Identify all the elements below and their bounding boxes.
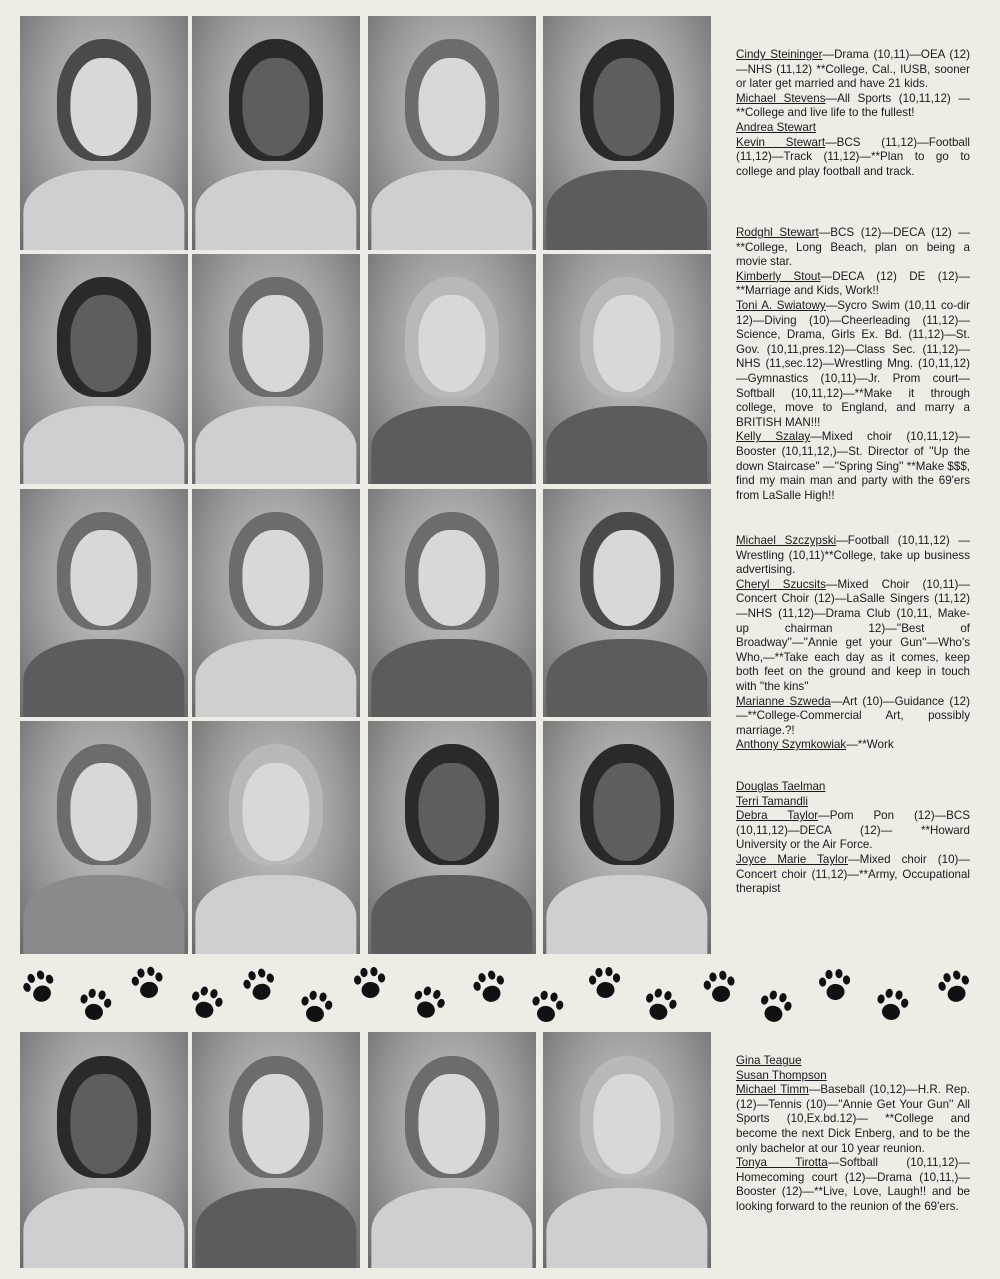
caption-entry [736, 430, 970, 503]
student-activities: —All Sports (10,11,12) —**College and live life to the fullest! [736, 91, 971, 120]
caption-entry [736, 1156, 970, 1214]
paw-print-icon [636, 982, 685, 1031]
caption-entry [736, 299, 970, 430]
student-name: Tonya Tirotta [736, 1156, 828, 1170]
student-name: Kelly Szalay [736, 430, 811, 444]
student-portrait [543, 489, 711, 717]
student-name: Gina Teague [736, 1054, 802, 1067]
student-portrait [543, 16, 711, 250]
caption-entry [736, 534, 970, 578]
student-portrait [543, 254, 711, 484]
caption-entry [736, 738, 970, 753]
paw-print-icon [348, 962, 391, 1005]
student-activities: —BCS (11,12)—Football (11,12)—Track (11,12)—**Plan to go to college and play football and track. [736, 135, 970, 178]
student-name: Michael Timm [736, 1083, 809, 1097]
student-portrait [192, 16, 360, 250]
caption-block-3 [736, 534, 970, 753]
student-portrait [20, 721, 188, 954]
student-portrait [20, 254, 188, 484]
student-portrait [20, 16, 188, 250]
caption-entry [736, 695, 970, 739]
paw-print-icon [931, 964, 980, 1013]
student-portrait [192, 254, 360, 484]
student-portrait [192, 489, 360, 717]
caption-block-4 [736, 780, 970, 897]
student-activities: —Pom Pon (12)—BCS (10,11,12)—DECA (12)— **Howard University or the Air Force. [736, 809, 970, 852]
student-activities: —Baseball (10,12)—H.R. Rep. (12)—Tennis (10)—''Annie Get Your Gun'' All Sports (10,Ex.bd.12)— **College and become the next Dick Enberg, and to be the only bachelor at our 10 year reunion. [736, 1083, 970, 1155]
paw-print-icon [869, 983, 915, 1029]
paw-print-icon [583, 962, 626, 1005]
student-portrait [543, 721, 711, 954]
student-name: Toni A. Swiatowy [736, 298, 826, 312]
paw-print-icon [402, 978, 453, 1029]
paw-print-icon [236, 962, 285, 1011]
student-name: Kevin Stewart [736, 135, 826, 149]
student-name: Terri Tamandli [736, 794, 808, 808]
student-portrait [20, 489, 188, 717]
paw-print-icon [466, 964, 515, 1013]
caption-entry [736, 795, 970, 810]
paw-print-icon [751, 984, 800, 1033]
paw-print-icon [524, 985, 570, 1031]
student-name: Anthony Szymkowiak [736, 738, 847, 752]
student-portrait [192, 721, 360, 954]
caption-entry [736, 578, 970, 695]
student-activities: —Football (10,11,12) —Wrestling (10,11)**College, take up business advertising. [736, 534, 970, 577]
student-portrait [20, 1032, 188, 1268]
student-name: Kimberly Stout [736, 269, 821, 283]
paw-print-icon [14, 962, 65, 1013]
student-portrait [543, 1032, 711, 1268]
caption-entry [736, 1054, 970, 1069]
caption-block-1 [736, 48, 970, 179]
caption-entry [736, 136, 970, 180]
student-name: Susan Thompson [736, 1068, 827, 1082]
student-activities: —Mixed choir (10,11,12)—Booster (10,11,12,)—St. Director of ''Up the down Staircase'' —''Spring Sing'' **Make $$$, find my main man and party with the 69'ers from LaSalle High!! [736, 430, 970, 502]
student-portrait [368, 1032, 536, 1268]
student-name: Debra Taylor [736, 809, 819, 823]
paw-print-icon [72, 983, 118, 1029]
student-name: Cheryl Szucsits [736, 577, 826, 591]
caption-entry [736, 48, 970, 92]
student-portrait [368, 254, 536, 484]
student-activities: —**Work [846, 738, 894, 752]
student-portrait [368, 489, 536, 717]
student-activities: —DECA (12) DE (12)— **Marriage and Kids, Work!! [736, 269, 971, 298]
student-name: Joyce Marie Taylor [736, 852, 849, 866]
student-name: Douglas Taelman [736, 780, 826, 793]
caption-entry [736, 1083, 970, 1156]
caption-entry [736, 780, 970, 795]
caption-entry [736, 270, 970, 299]
student-name: Cindy Steininger [736, 48, 823, 61]
student-name: Andrea Stewart [736, 120, 816, 134]
student-activities: —Mixed Choir (10,11)—Concert Choir (12)—LaSalle Singers (11,12)—NHS (11,12)—Drama Club (10,11, Make-up chairman 12)—''Best of Broadway''—''Annie get your Gun''—Who's Who,—**Take each day as it comes, keep both feet on the ground and keep in touch with ''the kins'' [736, 577, 971, 693]
student-name: Michael Stevens [736, 91, 826, 105]
paw-print-border [0, 958, 1000, 1028]
student-activities: —BCS (12)—DECA (12) —**College, Long Beach, plan on being a movie star. [736, 226, 971, 269]
paw-print-icon [813, 964, 856, 1007]
caption-block-2 [736, 226, 970, 503]
student-portrait [368, 16, 536, 250]
paw-print-icon [125, 961, 171, 1007]
caption-entry [736, 809, 970, 853]
student-activities: —Drama (10,11)—OEA (12)—NHS (11,12) **College, Cal., IUSB, sooner or later get married and have 21 kids. [736, 48, 970, 91]
caption-entry [736, 853, 970, 897]
caption-entry [736, 92, 970, 121]
student-name: Marianne Szweda [736, 694, 831, 708]
caption-entry [736, 226, 970, 270]
caption-entry [736, 1069, 970, 1084]
student-name: Rodghl Stewart [736, 226, 819, 239]
student-activities: —Art (10)—Guidance (12)—**College-Commercial Art, possibly marriage.?! [736, 694, 970, 737]
student-portrait [368, 721, 536, 954]
paw-print-icon [697, 965, 743, 1011]
paw-print-icon [293, 985, 339, 1031]
student-name: Michael Szczypski [736, 534, 837, 547]
caption-entry [736, 121, 970, 136]
paw-print-icon [182, 980, 231, 1029]
student-activities: —Mixed choir (10)—Concert choir (11,12)—**Army, Occupational therapist [736, 852, 970, 896]
student-activities: —Softball (10,11,12)—Homecoming court (12)—Drama (10,11,)—Booster (12)—**Live, Love, Laugh!! and be looking forward to the reunion of the 69'ers. [736, 1156, 970, 1213]
caption-block-5 [736, 1054, 970, 1215]
student-activities: —Sycro Swim (10,11 co-dir 12)—Diving (10)—Cheerleading (11,12)—Science, Drama, Girls Ex. Bd. (11,12)—St. Gov. (10,11,pres.12)—Class Sec. (11,12)—NHS (11,sec.12)—Wrestling Mng. (10,11,12)—Gymnastics (10,11)—Jr. Prom court—Softball (10,11,12)—**Make it through college, move to England, and marry a BRITISH MAN!!! [736, 298, 970, 429]
student-portrait [192, 1032, 360, 1268]
